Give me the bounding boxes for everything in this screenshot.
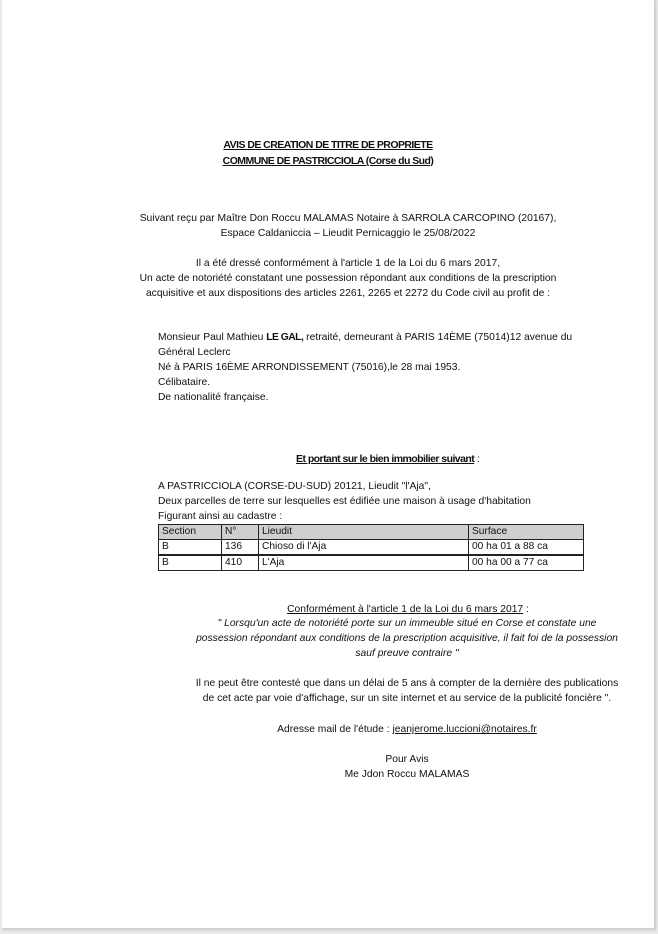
cadastre-table — [158, 524, 584, 571]
signature-line-1: Pour Avis — [385, 754, 429, 765]
intro-paragraph — [42, 211, 654, 241]
cell-lieudit: L'Aja — [259, 555, 469, 571]
law-quote-line-1: " Lorsqu'un acte de notoriété porte sur un immeuble situé en Corse et constate une — [217, 618, 597, 629]
signature-block — [42, 752, 658, 782]
signature-line-2: Me Jdon Roccu MALAMAS — [344, 769, 470, 780]
contest-line-1: Il ne peut être contesté que dans un délai de 5 ans à compter de la dernière des publications — [195, 678, 619, 689]
law-quote-line-2: possession répondant aux conditions de la prescription acquisitive, il fait foi de la possession — [196, 633, 618, 644]
acte-paragraph — [42, 256, 654, 301]
table-row — [159, 555, 584, 571]
contact-email-link[interactable]: jeanjerome.luccioni@notaires.fr — [392, 724, 537, 735]
acte-line-3: acquisitive et aux dispositions des articles 2261, 2265 et 2272 du Code civil au profit de : — [145, 288, 551, 299]
col-header-lieudit: Lieudit — [259, 525, 469, 540]
property-block — [158, 479, 628, 524]
table-row — [159, 540, 584, 556]
cadastre-header-row — [159, 525, 584, 540]
intro-line-1: Suivant reçu par Maître Don Roccu MALAMAS Notaire à SARROLA CARCOPINO (20167), — [139, 213, 557, 224]
law-reference — [42, 602, 658, 617]
law-reference-text: Conformément à l'article 1 de la Loi du 6 mars 2017 — [287, 604, 524, 615]
beneficiary-line-1 — [158, 330, 616, 345]
beneficiary-block — [158, 330, 616, 405]
col-header-number: N° — [222, 525, 259, 540]
document-page — [2, 0, 655, 929]
contact-label: Adresse mail de l'étude : — [277, 724, 393, 735]
beneficiary-line-2: Général Leclerc — [158, 347, 231, 358]
title-line-2: COMMUNE DE PASTRICCIOLA (Corse du Sud) — [222, 155, 434, 167]
property-description: Deux parcelles de terre sur lesquelles est édifiée une maison à usage d'habitation — [158, 496, 531, 507]
cell-surface: 00 ha 00 a 77 ca — [469, 555, 584, 571]
property-heading — [2, 451, 658, 467]
law-reference-colon: : — [523, 604, 529, 615]
cadastre-intro: Figurant ainsi au cadastre : — [158, 511, 283, 522]
beneficiary-status: Célibataire. — [158, 377, 211, 388]
cell-lieudit: Chioso di l'Aja — [259, 540, 469, 556]
contest-paragraph — [42, 676, 658, 706]
law-quote — [42, 616, 658, 661]
beneficiary-prefix: Monsieur Paul Mathieu — [158, 332, 267, 343]
beneficiary-surname: LE GAL, — [266, 332, 304, 343]
acte-line-2: Un acte de notoriété constatant une possession répondant aux conditions de la prescription — [139, 273, 557, 284]
intro-line-2: Espace Caldaniccia – Lieudit Pernicaggio le 25/08/2022 — [220, 228, 476, 239]
cell-section: B — [159, 540, 222, 556]
col-header-section: Section — [159, 525, 222, 540]
cell-surface: 00 ha 01 a 88 ca — [469, 540, 584, 556]
contact-line — [42, 722, 658, 737]
document-title — [2, 137, 654, 169]
cell-number: 410 — [222, 555, 259, 571]
property-heading-colon: : — [474, 454, 480, 465]
contest-line-2: de cet acte par voie d'affichage, sur un site internet et au service de la publicité foncière ". — [202, 693, 612, 704]
beneficiary-birth: Né à PARIS 16ÈME ARRONDISSEMENT (75016),le 28 mai 1953. — [158, 362, 461, 373]
property-heading-text: Et portant sur le bien immobilier suivant — [296, 453, 475, 465]
cell-section: B — [159, 555, 222, 571]
col-header-surface: Surface — [469, 525, 584, 540]
title-line-1: AVIS DE CREATION DE TITRE DE PROPRIETE — [223, 139, 433, 151]
beneficiary-nationality: De nationalité française. — [158, 392, 269, 403]
beneficiary-address: retraité, demeurant à PARIS 14ÈME (75014)12 avenue du — [303, 332, 573, 343]
cell-number: 136 — [222, 540, 259, 556]
property-location: A PASTRICCIOLA (CORSE-DU-SUD) 20121, Lieudit "l'Aja", — [158, 481, 431, 492]
law-quote-line-3: sauf preuve contraire " — [355, 648, 459, 659]
acte-line-1: Il a été dressé conformément à l'article 1 de la Loi du 6 mars 2017, — [195, 258, 501, 269]
